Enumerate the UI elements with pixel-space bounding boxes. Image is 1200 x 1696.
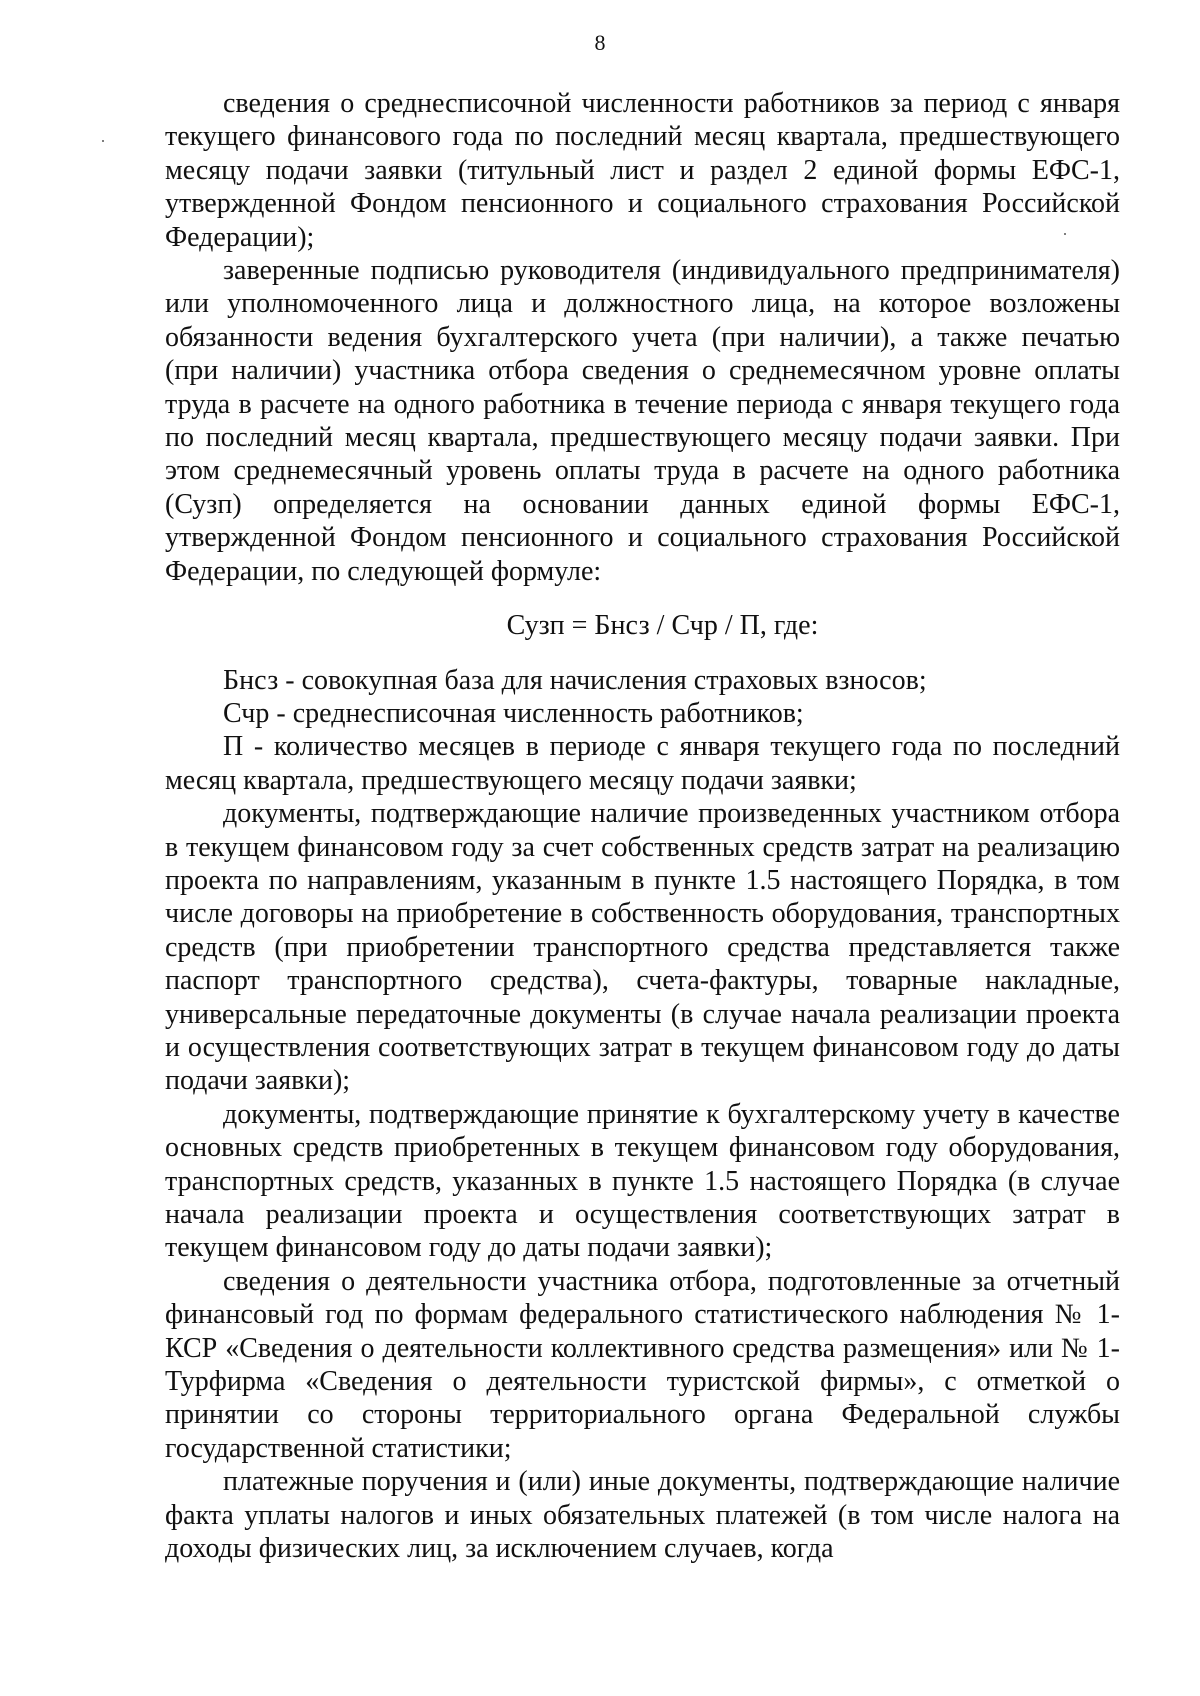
scan-speck [1064,233,1066,235]
paragraph-average-salary: заверенные подписью руководителя (индивидуального предпринимателя) или уполномоченного лица и должностного лица, на которое возложены обязанности ведения бухгалтерского учета (при наличии), а также печатью (при наличии) участника отбора сведения о среднемесячном уровне оплаты труда в расчете на одного работника в течение периода с января текущего года по последний месяц квартала, предшествующего месяцу подачи заявки. При этом среднемесячный уровень оплаты труда в расчете на одного работника (Сузп) определяется на основании данных единой формы ЕФС-1, утвержденной Фондом пенсионного и социального страхования Российской Федерации, по следующей формуле: [165,255,1120,587]
page-number: 8 [594,30,606,55]
paragraph-accounting-documents: документы, подтверждающие принятие к бухгалтерскому учету в качестве основных средств приобретенных в текущем финансовом году оборудования, транспортных средств, указанных в пункте 1.5 настоящего Порядка (в случае начала реализации проекта и осуществления соответствующих затрат в текущем финансовом году до даты подачи заявки); [165,1098,1120,1264]
paragraph-payment-orders: платежные поручения и (или) иные документы, подтверждающие наличие факта уплаты налогов и иных обязательных платежей (в том числе налога на доходы физических лиц, за исключением случаев, когда [165,1466,1120,1565]
paragraph-cost-documents: документы, подтверждающие наличие произведенных участником отбора в текущем финансовом году за счет собственных средств затрат на реализацию проекта по направлениям, указанным в пункте 1.5 настоящего Порядка, в том числе договоры на приобретение в собственность оборудования, транспортных средств (при приобретении транспортного средства представляется также паспорт транспортного средства), счета-фактуры, товарные накладные, универсальные передаточные документы (в случае начала реализации проекта и осуществления соответствующих затрат в текущем финансовом году до даты подачи заявки); [165,798,1120,1097]
paragraph-employee-count: сведения о среднесписочной численности работников за период с января текущего финансового года по последний месяц квартала, предшествующего месяцу подачи заявки (титульный лист и раздел 2 единой формы ЕФС-1, утвержденной Фондом пенсионного и социального страхования Российской Федерации); [165,88,1120,253]
scan-speck [102,140,104,142]
paragraph-statistics-reports: сведения о деятельности участника отбора, подготовленные за отчетный финансовый год по формам федерального статистического наблюдения № 1-КСР «Сведения о деятельности коллективного средства размещения» или № 1-Турфирма «Сведения о деятельности туристской фирмы», с отметкой о принятии со стороны территориального органа Федеральной службы государственной статистики; [165,1265,1120,1464]
definition-p: П - количество месяцев в периоде с января текущего года по последний месяц квартала, предшествующего месяцу подачи заявки; [165,731,1120,796]
document-body [165,87,1120,1565]
definition-bnsz: Бнсз - совокупная база для начисления страховых взносов; [223,664,927,696]
definition-schr: Счр - среднесписочная численность работников; [223,697,804,729]
salary-formula: Сузп = Бнсз / Счр / П, где: [506,610,819,642]
